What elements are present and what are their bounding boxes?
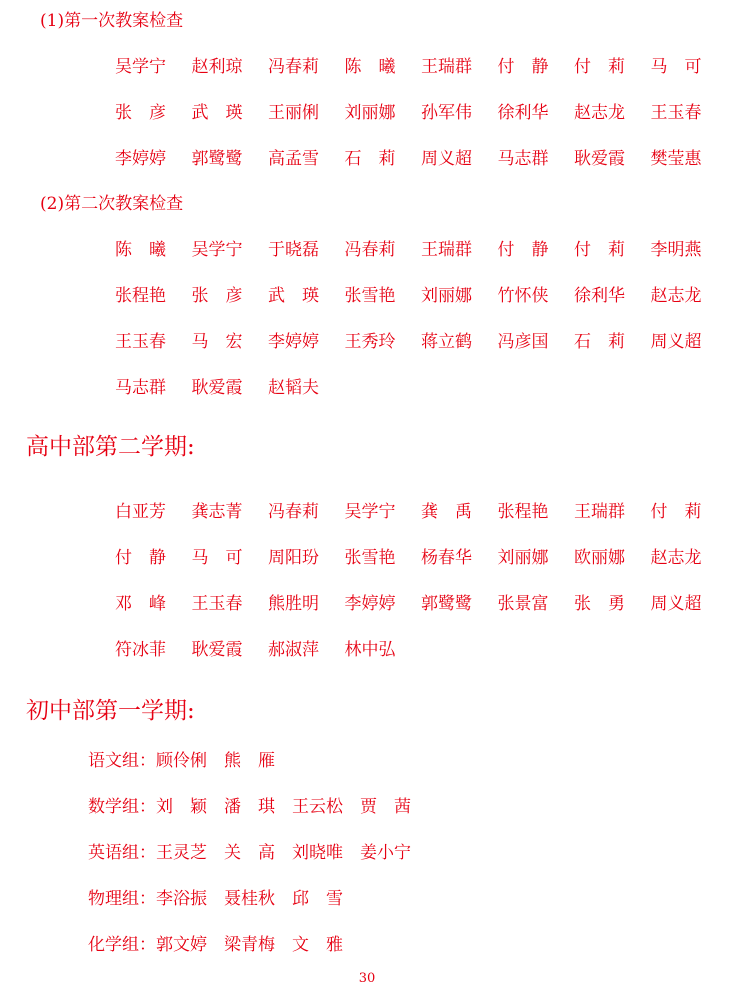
teacher-name: 蒋立鹤 (421, 332, 472, 352)
name-row (115, 144, 727, 169)
teacher-name: 张 勇 (574, 594, 625, 614)
teacher-name: 李婷婷 (344, 594, 396, 614)
teacher-name: 白亚芳 (115, 502, 166, 522)
teacher-name: 聂桂秋 (224, 889, 275, 909)
teacher-name: 于晓磊 (268, 240, 319, 260)
teacher-name: 马 可 (191, 548, 243, 568)
teacher-name: 王玉春 (191, 594, 243, 614)
teacher-name: 刘丽娜 (344, 103, 396, 123)
teacher-name: 耿爱霞 (574, 149, 625, 169)
teacher-name: 付 静 (497, 57, 549, 77)
teacher-name: 冯彦国 (497, 332, 549, 352)
teacher-name: 梁青梅 (224, 935, 275, 955)
teacher-name: 王玉春 (115, 332, 166, 352)
teacher-name: 马 可 (650, 57, 702, 77)
teacher-name: 陈 曦 (115, 240, 166, 260)
teacher-name: 付 莉 (650, 502, 702, 522)
teacher-name: 张景富 (497, 594, 549, 614)
teacher-name: 马志群 (115, 378, 166, 398)
teacher-name: 耿爱霞 (191, 378, 243, 398)
teacher-name: 樊莹惠 (650, 149, 702, 169)
teacher-name: 耿爱霞 (191, 640, 243, 660)
teacher-name: 赵志龙 (650, 286, 702, 306)
teacher-name: 周义超 (650, 594, 702, 614)
teacher-name: 龚志菁 (191, 502, 243, 522)
teacher-name: 赵韬夫 (268, 378, 319, 398)
teacher-name: 李婷婷 (115, 149, 166, 169)
name-row (115, 635, 421, 660)
teacher-name: 付 静 (497, 240, 549, 260)
teacher-name: 吴学宁 (191, 240, 243, 260)
teacher-name: 顾伶俐 (156, 751, 207, 771)
teacher-name: 文 雅 (292, 935, 343, 955)
name-row (115, 543, 727, 568)
name-row (115, 52, 727, 77)
teacher-name: 周义超 (650, 332, 702, 352)
subject-group (88, 746, 292, 771)
name-row (115, 281, 727, 306)
subject-group-label: 物理组： (88, 889, 156, 909)
teacher-name: 王灵芝 (156, 843, 207, 863)
teacher-name: 李明燕 (650, 240, 702, 260)
subject-group (88, 792, 428, 817)
name-row (115, 327, 727, 352)
teacher-name: 刘晓唯 (292, 843, 343, 863)
teacher-name: 周阳玢 (268, 548, 319, 568)
teacher-name: 陈 曦 (344, 57, 396, 77)
teacher-name: 张 彦 (115, 103, 166, 123)
teacher-name: 王瑞群 (421, 240, 472, 260)
name-row (115, 373, 345, 398)
teacher-name: 马 宏 (191, 332, 243, 352)
subject-group-label: 数学组： (88, 797, 156, 817)
teacher-name: 刘丽娜 (497, 548, 549, 568)
teacher-name: 武 瑛 (268, 286, 319, 306)
teacher-name: 熊 雁 (224, 751, 275, 771)
teacher-name: 王丽俐 (268, 103, 319, 123)
subject-group (88, 838, 428, 863)
teacher-name: 王玉春 (650, 103, 702, 123)
name-row (115, 497, 727, 522)
teacher-name: 付 莉 (574, 57, 625, 77)
subject-group (88, 884, 360, 909)
subject-group-label: 英语组： (88, 843, 156, 863)
teacher-name: 杨春华 (421, 548, 472, 568)
teacher-name: 王云松 (292, 797, 343, 817)
teacher-name: 武 瑛 (191, 103, 243, 123)
teacher-name: 石 莉 (344, 149, 396, 169)
teacher-name: 竹怀侠 (497, 286, 549, 306)
second-check-heading: (2)第二次教案检查 (40, 194, 184, 214)
teacher-name: 贾 茜 (360, 797, 411, 817)
teacher-name: 邱 雪 (292, 889, 343, 909)
teacher-name: 周义超 (421, 149, 472, 169)
subject-group (88, 930, 360, 955)
teacher-name: 潘 琪 (224, 797, 275, 817)
teacher-name: 冯春莉 (268, 57, 319, 77)
teacher-name: 关 高 (224, 843, 275, 863)
teacher-name: 王秀玲 (344, 332, 396, 352)
teacher-name: 徐利华 (497, 103, 549, 123)
page-number: 30 (358, 971, 376, 986)
first-check-heading: (1)第一次教案检查 (40, 11, 184, 31)
teacher-name: 张 彦 (191, 286, 243, 306)
teacher-name: 张程艳 (115, 286, 166, 306)
name-row (115, 589, 727, 614)
teacher-name: 高孟雪 (268, 149, 319, 169)
teacher-name: 刘丽娜 (421, 286, 472, 306)
senior-term2-heading: 高中部第二学期: (26, 434, 195, 460)
teacher-name: 郭鹭鹭 (421, 594, 472, 614)
teacher-name: 赵志龙 (650, 548, 702, 568)
teacher-name: 冯春莉 (268, 502, 319, 522)
teacher-name: 吴学宁 (115, 57, 166, 77)
teacher-name: 付 莉 (574, 240, 625, 260)
teacher-name: 张雪艳 (344, 286, 396, 306)
teacher-name: 徐利华 (574, 286, 625, 306)
teacher-name: 郭文婷 (156, 935, 207, 955)
teacher-name: 郝淑萍 (268, 640, 319, 660)
teacher-name: 李浴振 (156, 889, 207, 909)
teacher-name: 吴学宁 (344, 502, 396, 522)
name-row (115, 235, 727, 260)
teacher-name: 林中弘 (344, 640, 396, 660)
teacher-name: 张程艳 (497, 502, 549, 522)
teacher-name: 付 静 (115, 548, 166, 568)
subject-group-label: 化学组： (88, 935, 156, 955)
teacher-name: 石 莉 (574, 332, 625, 352)
teacher-name: 邓 峰 (115, 594, 166, 614)
subject-group-label: 语文组： (88, 751, 156, 771)
teacher-name: 王瑞群 (574, 502, 625, 522)
teacher-name: 赵志龙 (574, 103, 625, 123)
teacher-name: 熊胜明 (268, 594, 319, 614)
name-row (115, 98, 727, 123)
teacher-name: 王瑞群 (421, 57, 472, 77)
teacher-name: 赵利琼 (191, 57, 243, 77)
teacher-name: 马志群 (497, 149, 549, 169)
teacher-name: 孙军伟 (421, 103, 472, 123)
teacher-name: 姜小宁 (360, 843, 411, 863)
teacher-name: 张雪艳 (344, 548, 396, 568)
teacher-name: 龚 禹 (421, 502, 472, 522)
teacher-name: 符冰菲 (115, 640, 166, 660)
junior-term1-heading: 初中部第一学期: (26, 698, 195, 724)
teacher-name: 李婷婷 (268, 332, 319, 352)
teacher-name: 刘 颖 (156, 797, 207, 817)
teacher-name: 欧丽娜 (574, 548, 625, 568)
teacher-name: 郭鹭鹭 (191, 149, 243, 169)
teacher-name: 冯春莉 (344, 240, 396, 260)
